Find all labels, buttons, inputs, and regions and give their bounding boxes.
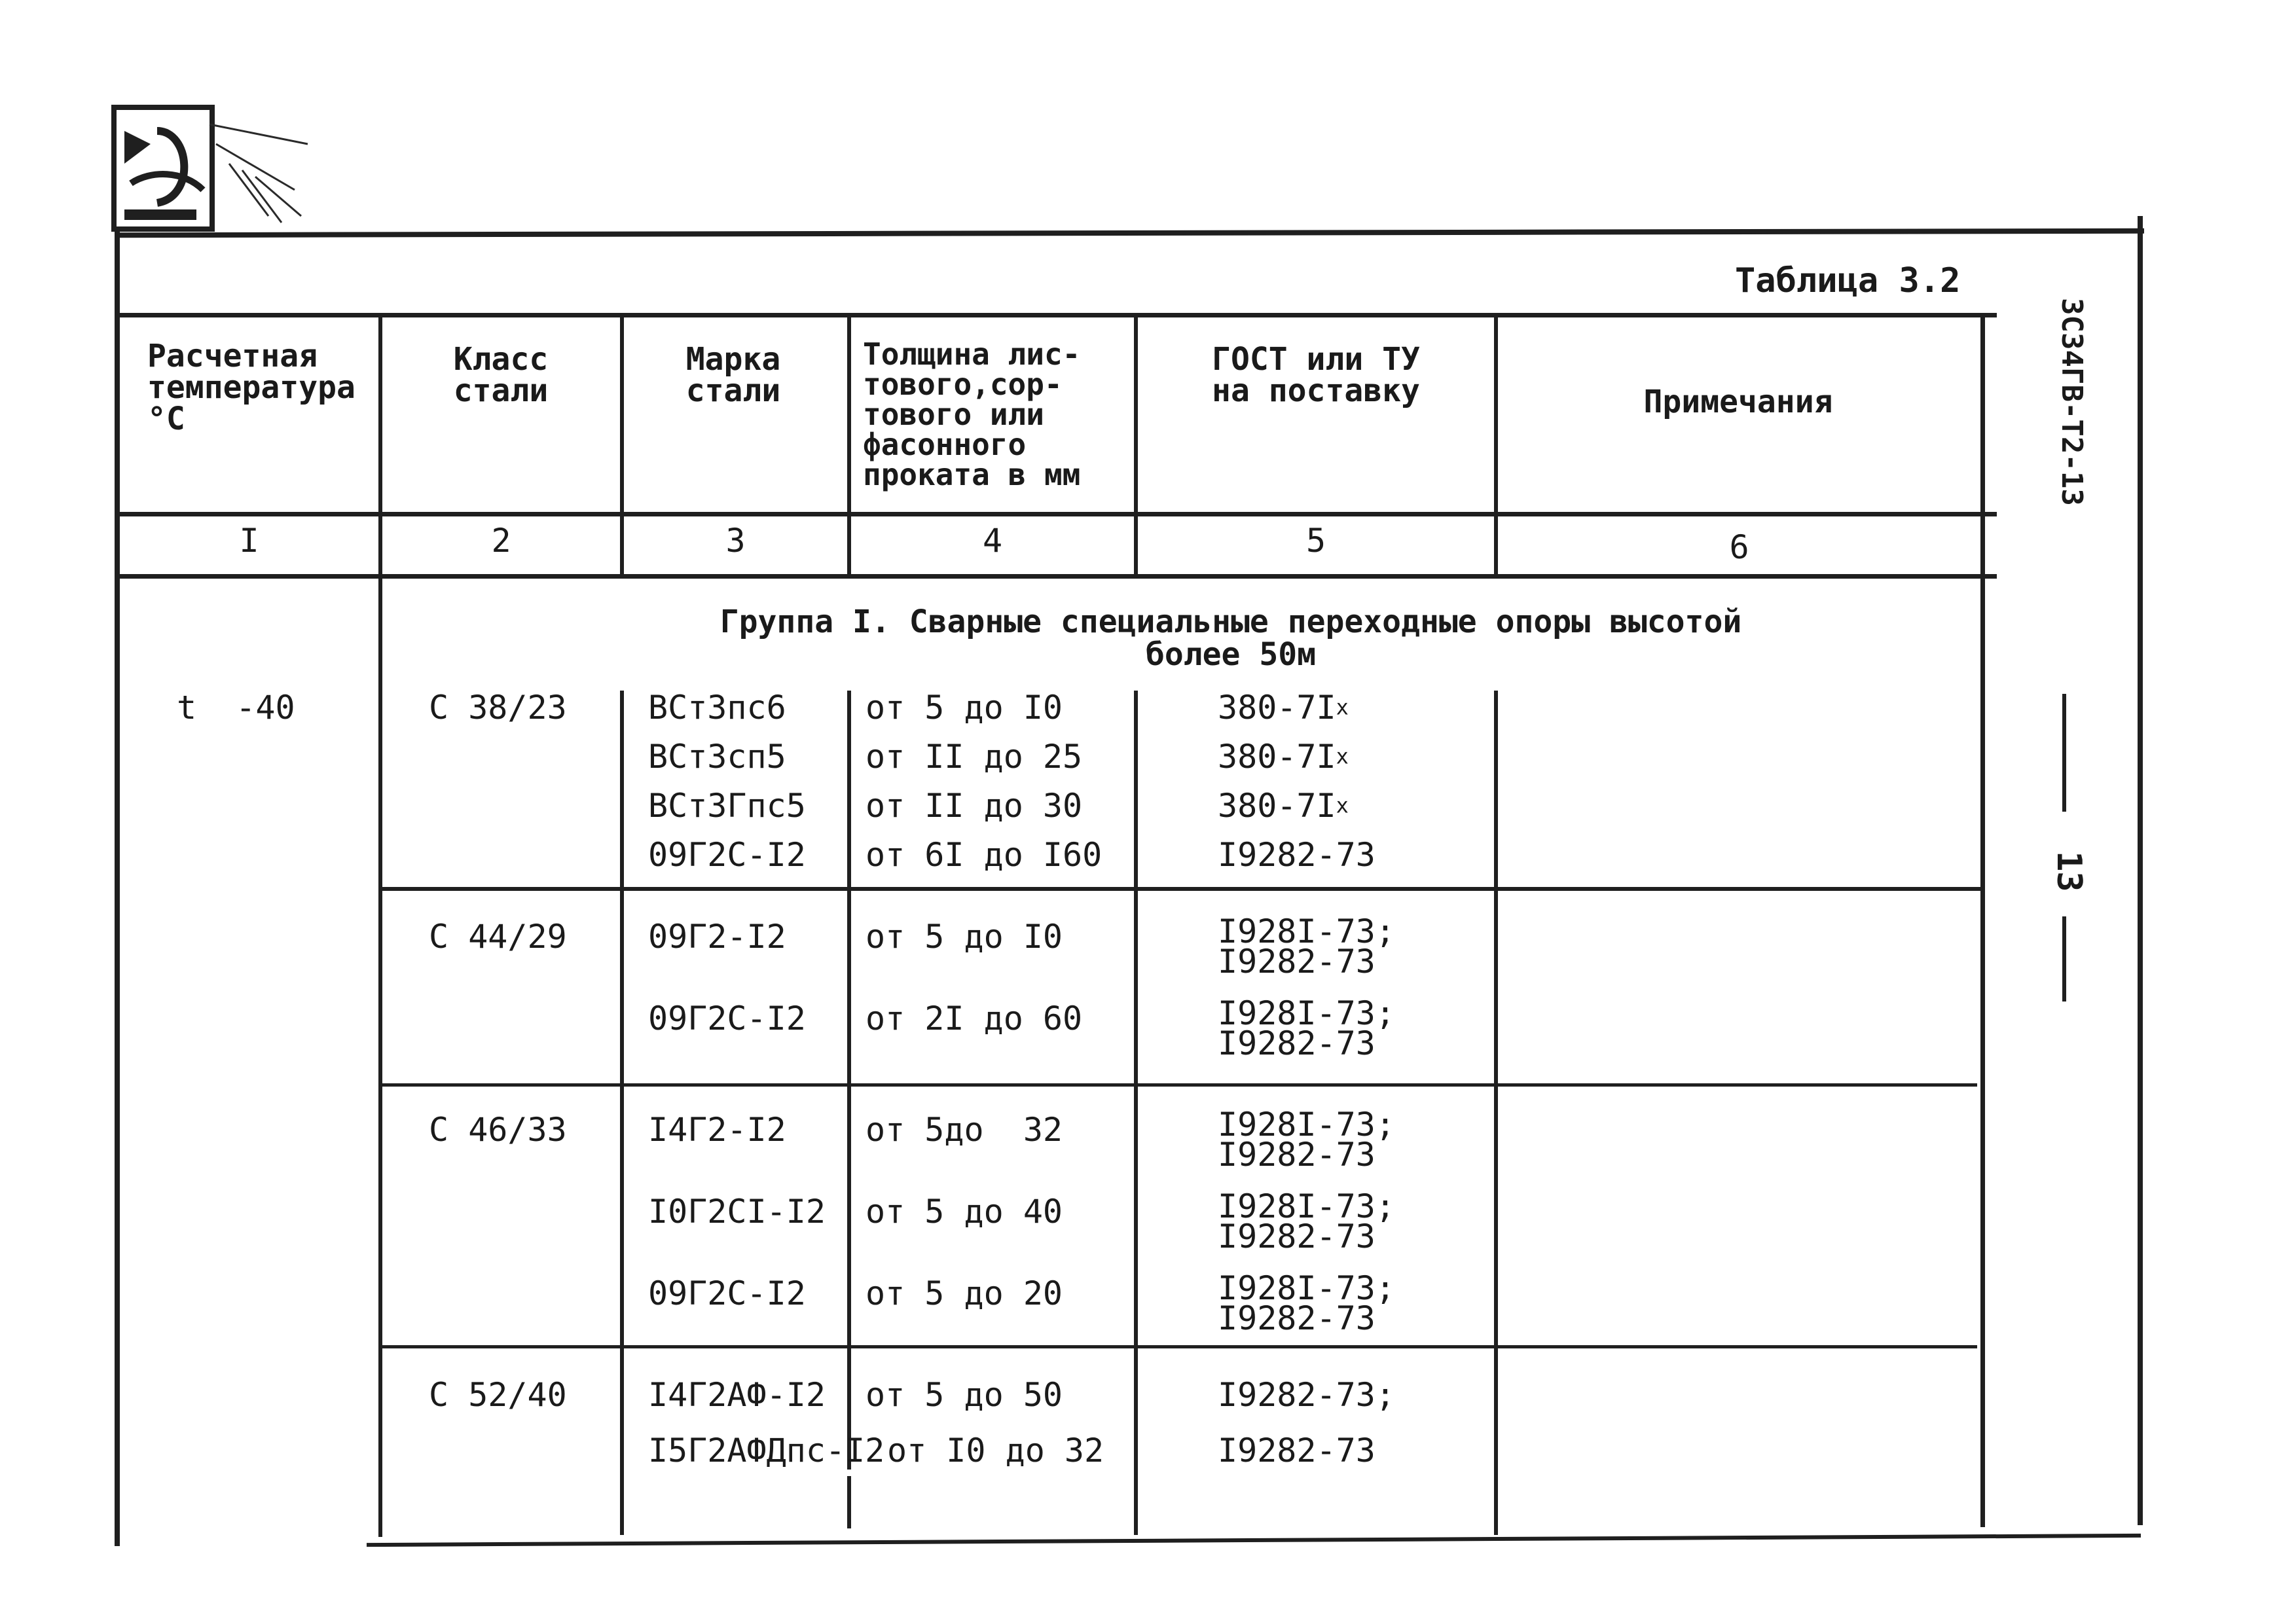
steel-class-cell: С 44/29 xyxy=(429,918,567,956)
group-title: Группа I. Сварные специальные переходные опоры высотой более 50м xyxy=(720,604,1742,673)
gost-footnote-mark: x xyxy=(1336,793,1349,818)
thickness-cell: от I0 до 32 xyxy=(887,1432,1104,1470)
archive-stamp xyxy=(111,105,223,223)
colnum-bottom-line xyxy=(118,574,1997,579)
side-dash-1 xyxy=(2062,694,2066,812)
gost-value: 380-7I xyxy=(1218,689,1336,727)
steel-grade-cell: 09Г2С-I2 xyxy=(648,836,806,874)
steel-grade-cell: I4Г2-I2 xyxy=(648,1111,786,1149)
steel-grade-cell: I0Г2СI-I2 xyxy=(648,1193,826,1231)
gost-footnote-mark: x xyxy=(1336,744,1349,769)
page-number: 13 xyxy=(2049,851,2088,892)
header-gost: ГОСТ или ТУ на поставку xyxy=(1212,341,1420,409)
steel-grade-cell: ВСт3Гпс5 xyxy=(648,787,806,825)
thickness-cell: от 5 до I0 xyxy=(866,918,1063,956)
steel-grade-cell: 09Г2С-I2 xyxy=(648,1000,806,1038)
thickness-cell: от 5до 32 xyxy=(866,1111,1063,1149)
vline-2b xyxy=(620,691,624,1535)
vline-1 xyxy=(378,313,382,1537)
col-number-5: 5 xyxy=(1305,522,1326,560)
group-sep-3 xyxy=(380,1345,1977,1348)
header-notes: Примечания xyxy=(1643,384,1833,420)
table-title: Таблица 3.2 xyxy=(1735,261,1961,300)
gost-cell xyxy=(1218,789,1349,823)
side-dash-2 xyxy=(2062,916,2066,1001)
group-sep-1 xyxy=(380,887,1984,891)
frame-left xyxy=(115,230,120,1546)
gost-footnote-mark: x xyxy=(1336,695,1349,720)
thickness-cell: от II до 30 xyxy=(866,787,1083,825)
gost-cell xyxy=(1218,740,1349,774)
gost-value: 380-7I xyxy=(1218,738,1336,776)
side-code: 3С34ГВ-Т2-13 xyxy=(2055,298,2088,506)
thickness-cell: от 2I до 60 xyxy=(866,1000,1083,1038)
vline-5b xyxy=(1494,691,1498,1535)
frame-right xyxy=(2138,216,2143,1525)
header-top-line xyxy=(118,313,1997,317)
thickness-cell: от II до 25 xyxy=(866,738,1083,776)
thickness-cell: от 5 до 50 xyxy=(866,1376,1063,1414)
col-number-6: 6 xyxy=(1729,528,1749,566)
gost-cell: I928I-73; I9282-73 xyxy=(1218,1269,1395,1337)
header-steel-grade: Марка стали xyxy=(685,341,781,409)
steel-class-cell: С 46/33 xyxy=(429,1111,567,1149)
header-steel-class: Класс стали xyxy=(453,341,549,409)
gost-cell: I9282-73 xyxy=(1218,836,1376,874)
gost-cell: I9282-73; xyxy=(1218,1376,1395,1414)
gost-cell: I928I-73; I9282-73 xyxy=(1218,994,1395,1062)
header-bottom-line xyxy=(118,512,1997,516)
vline-6 xyxy=(1980,313,1985,1527)
gost-cell xyxy=(1218,691,1349,725)
frame-bottom xyxy=(367,1534,2141,1547)
gost-cell: I928I-73; I9282-73 xyxy=(1218,912,1395,981)
col-number-2: 2 xyxy=(491,522,511,560)
stamp-logo-icon xyxy=(111,105,327,236)
col-number-3: 3 xyxy=(725,522,746,560)
design-temperature: t -40 xyxy=(177,689,295,727)
steel-grade-cell: I5Г2АФДпс-I2 xyxy=(648,1432,885,1470)
col-number-4: 4 xyxy=(982,522,1003,560)
thickness-cell: от 6I до I60 xyxy=(866,836,1102,874)
gost-cell: I9282-73 xyxy=(1218,1432,1376,1470)
steel-grade-cell: I4Г2АФ-I2 xyxy=(648,1376,826,1414)
steel-class-cell: С 38/23 xyxy=(429,689,567,727)
vline-3c xyxy=(847,1476,851,1528)
vline-3b xyxy=(847,691,851,1470)
col-number-1: I xyxy=(239,522,259,560)
steel-grade-cell: 09Г2С-I2 xyxy=(648,1274,806,1312)
gost-value: 380-7I xyxy=(1218,787,1336,825)
frame-top xyxy=(115,228,2144,238)
steel-grade-cell: ВСт3сп5 xyxy=(648,738,786,776)
steel-grade-cell: 09Г2-I2 xyxy=(648,918,786,956)
steel-class-cell: С 52/40 xyxy=(429,1376,567,1414)
gost-cell: I928I-73; I9282-73 xyxy=(1218,1106,1395,1174)
thickness-cell: от 5 до 40 xyxy=(866,1193,1063,1231)
vline-4b xyxy=(1134,691,1138,1535)
header-thickness: Толщина лис- тового,сор- тового или фасонного проката в мм xyxy=(863,336,1081,492)
gost-cell: I928I-73; I9282-73 xyxy=(1218,1187,1395,1255)
steel-grade-cell: ВСт3пс6 xyxy=(648,689,786,727)
header-temperature: Расчетная температура °С xyxy=(147,338,355,437)
thickness-cell: от 5 до I0 xyxy=(866,689,1063,727)
thickness-cell: от 5 до 20 xyxy=(866,1274,1063,1312)
group-sep-2 xyxy=(380,1083,1977,1087)
